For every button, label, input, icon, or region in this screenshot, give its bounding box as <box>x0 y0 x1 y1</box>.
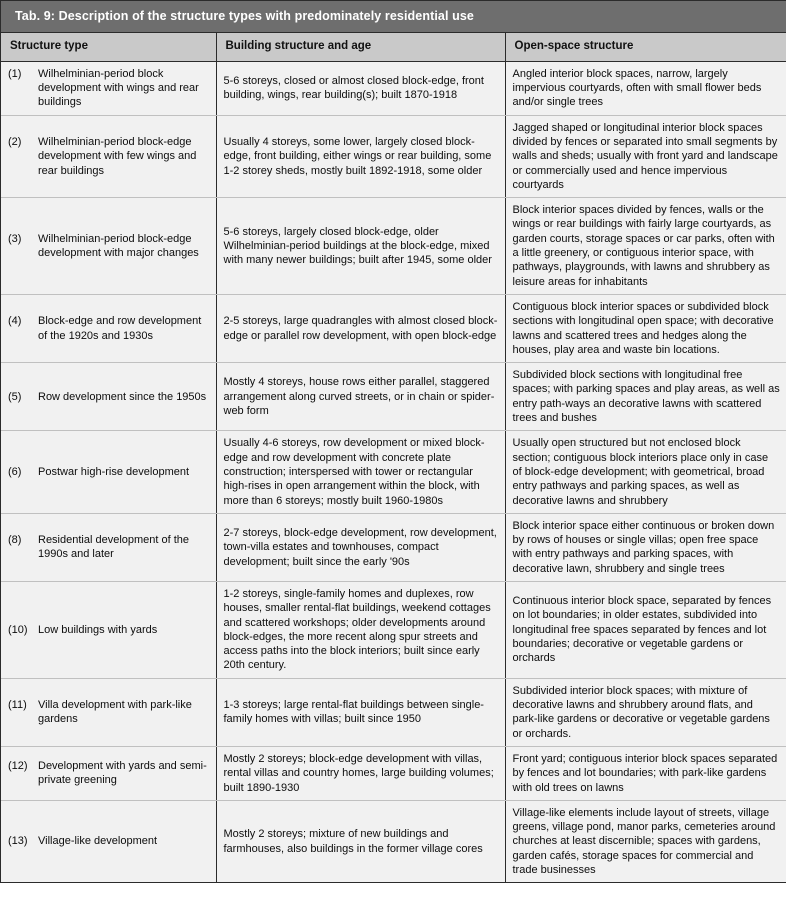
cell-open-space-structure: Contiguous block interior spaces or subdivided block sections with longitudinal open space; with decorative lawns and scattered trees and hedges along the houses, play area and waste bin locations. <box>505 294 786 362</box>
table-body <box>1 1 786 882</box>
table-row <box>1 363 786 431</box>
cell-building-structure-and-age: Mostly 4 storeys, house rows either parallel, staggered arrangement along curved streets, or in chain or spider-web form <box>216 363 505 431</box>
structure-type-wrapper <box>8 232 209 261</box>
table-row <box>1 431 786 513</box>
structure-type-wrapper <box>8 314 209 343</box>
cell-structure-type <box>1 198 216 295</box>
cell-building-structure-and-age: 2-7 storeys, block-edge development, row development, town-villa estates and townhouses, compact development; built since the early '90s <box>216 513 505 581</box>
table-row <box>1 582 786 679</box>
cell-open-space-structure: Front yard; contiguous interior block spaces separated by fences and lot boundaries; with park-like gardens with old trees on lawns <box>505 746 786 800</box>
cell-structure-type <box>1 513 216 581</box>
structure-type-label: Development with yards and semi-private greening <box>38 760 207 787</box>
structure-type-label: Wilhelminian-period block-edge development with major changes <box>38 232 199 260</box>
structure-type-number: (11) <box>8 699 27 712</box>
cell-building-structure-and-age: 5-6 storeys, closed or almost closed block-edge, front building, wings, rear building(s); built 1870-1918 <box>216 61 505 115</box>
cell-structure-type <box>1 61 216 115</box>
structure-type-number: (8) <box>8 534 22 547</box>
structure-type-number: (13) <box>8 835 28 848</box>
structure-type-label: Village-like development <box>38 835 158 848</box>
column-header-structure-type: Structure type <box>1 33 216 62</box>
structure-type-number: (10) <box>8 623 28 636</box>
structure-type-wrapper <box>8 834 209 848</box>
structure-type-label: Wilhelminian-period block-edge development with few wings and rear buildings <box>38 135 197 177</box>
structure-type-label: Low buildings with yards <box>38 623 158 636</box>
structure-type-number: (4) <box>8 315 22 328</box>
cell-open-space-structure: Block interior spaces divided by fences, walls or the wings or rear buildings with fairly large courtyards, as garden courts, storage spaces or car parks, often with a little greenery, or contiguous interior space, with pathways, playgrounds, with lawns and shrubbery as leisure areas for inhabitants <box>505 198 786 295</box>
structure-type-label: Villa development with park-like gardens <box>38 699 192 726</box>
table-row <box>1 800 786 882</box>
cell-open-space-structure: Usually open structured but not enclosed block section; contiguous block interiors place only in case of block-edge development; with geometrical, broad entry pathways and parking spaces, as well as decorative lawns and shrubbery <box>505 431 786 513</box>
cell-structure-type <box>1 363 216 431</box>
cell-building-structure-and-age: 1-3 storeys; large rental-flat buildings between single-family homes with villas; built since 1950 <box>216 678 505 746</box>
structure-type-wrapper <box>8 623 209 637</box>
structure-type-number: (6) <box>8 465 22 478</box>
table-header-row <box>1 33 786 62</box>
structure-type-label: Residential development of the 1990s and later <box>38 534 190 561</box>
structure-type-number: (5) <box>8 390 22 403</box>
structure-type-wrapper <box>8 465 209 479</box>
structure-type-wrapper <box>8 67 209 110</box>
cell-open-space-structure: Angled interior block spaces, narrow, largely impervious courtyards, often with small flower beds and/or single trees <box>505 61 786 115</box>
cell-open-space-structure: Subdivided interior block spaces; with mixture of decorative lawns and shrubbery around flats, and park-like gardens or decorative or vegetable gardens or orchards. <box>505 678 786 746</box>
table-row <box>1 198 786 295</box>
table-caption: Tab. 9: Description of the structure types with predominately residential use <box>1 1 786 33</box>
structure-type-wrapper <box>8 533 209 562</box>
structure-types-table <box>1 1 786 882</box>
structure-type-label: Wilhelminian-period block development with wings and rear buildings <box>38 67 199 109</box>
cell-structure-type <box>1 800 216 882</box>
structure-type-wrapper <box>8 390 209 404</box>
table-row <box>1 61 786 115</box>
column-header-open-space-structure: Open-space structure <box>505 33 786 62</box>
cell-open-space-structure: Block interior space either continuous or broken down by rows of houses or single villas; open free space with entry pathways and parking spaces, with decorative lawn, shrubbery and single trees <box>505 513 786 581</box>
structure-type-number: (3) <box>8 232 22 245</box>
cell-building-structure-and-age: Mostly 2 storeys; mixture of new buildings and farmhouses, also buildings in the former village cores <box>216 800 505 882</box>
cell-building-structure-and-age: Mostly 2 storeys; block-edge development with villas, rental villas and country homes, large building volumes; built 1890-1930 <box>216 746 505 800</box>
table-caption-row <box>1 1 786 33</box>
table-row <box>1 746 786 800</box>
cell-building-structure-and-age: Usually 4-6 storeys, row development or mixed block-edge and row development with concrete plate construction; interspersed with tower or rectangular high-rises in open arrangement within the block, with more than 6 storeys; mostly built 1960-1980s <box>216 431 505 513</box>
cell-building-structure-and-age: 1-2 storeys, single-family homes and duplexes, row houses, smaller rental-flat buildings, weekend cottages and scattered workshops; older developments around block-edges, the more recent along spur streets and access paths into the block interiors; built since early 20th century. <box>216 582 505 679</box>
cell-open-space-structure: Continuous interior block space, separated by fences on lot boundaries; in older estates, subdivided into longitudinal free spaces separated by fences and lot boundaries; decorative or vegetable gardens or orchards <box>505 582 786 679</box>
structure-type-label: Row development since the 1950s <box>38 390 207 403</box>
structure-type-number: (2) <box>8 135 22 148</box>
cell-structure-type <box>1 678 216 746</box>
cell-open-space-structure: Jagged shaped or longitudinal interior block spaces divided by fences or separated into small segments by walls and sheds; usually with front yard and landscape or commercially used and hence impervious courtyards <box>505 115 786 197</box>
structure-type-number: (1) <box>8 67 22 80</box>
table-row <box>1 513 786 581</box>
table-row <box>1 294 786 362</box>
cell-structure-type <box>1 431 216 513</box>
structure-type-wrapper <box>8 135 209 178</box>
cell-open-space-structure: Village-like elements include layout of streets, village greens, village pond, manor parks, cemeteries around churches at least discernible; spaces with gardens, garden cafés, storage spaces for commercial and trade businesses <box>505 800 786 882</box>
cell-building-structure-and-age: 2-5 storeys, large quadrangles with almost closed block-edge or parallel row development, with open block-edge <box>216 294 505 362</box>
table-row <box>1 115 786 197</box>
structure-type-label: Postwar high-rise development <box>38 465 190 478</box>
cell-building-structure-and-age: 5-6 storeys, largely closed block-edge, older Wilhelminian-period buildings at the block-edge, mixed with many newer buildings; built after 1945, some older <box>216 198 505 295</box>
structure-type-label: Block-edge and row development of the 1920s and 1930s <box>38 315 202 342</box>
cell-open-space-structure: Subdivided block sections with longitudinal free spaces; with parking spaces and play areas, as well as entry path-ways an decorative lawns with scattered trees and bushes <box>505 363 786 431</box>
cell-structure-type <box>1 582 216 679</box>
structure-type-wrapper <box>8 698 209 727</box>
cell-structure-type <box>1 115 216 197</box>
structure-type-wrapper <box>8 759 209 788</box>
cell-structure-type <box>1 294 216 362</box>
cell-structure-type <box>1 746 216 800</box>
table-row <box>1 678 786 746</box>
cell-building-structure-and-age: Usually 4 storeys, some lower, largely closed block-edge, front building, either wings or rear building, some 1-2 storey sheds, mostly built 1892-1918, some older <box>216 115 505 197</box>
structure-type-number: (12) <box>8 760 28 773</box>
column-header-building-structure-age: Building structure and age <box>216 33 505 62</box>
